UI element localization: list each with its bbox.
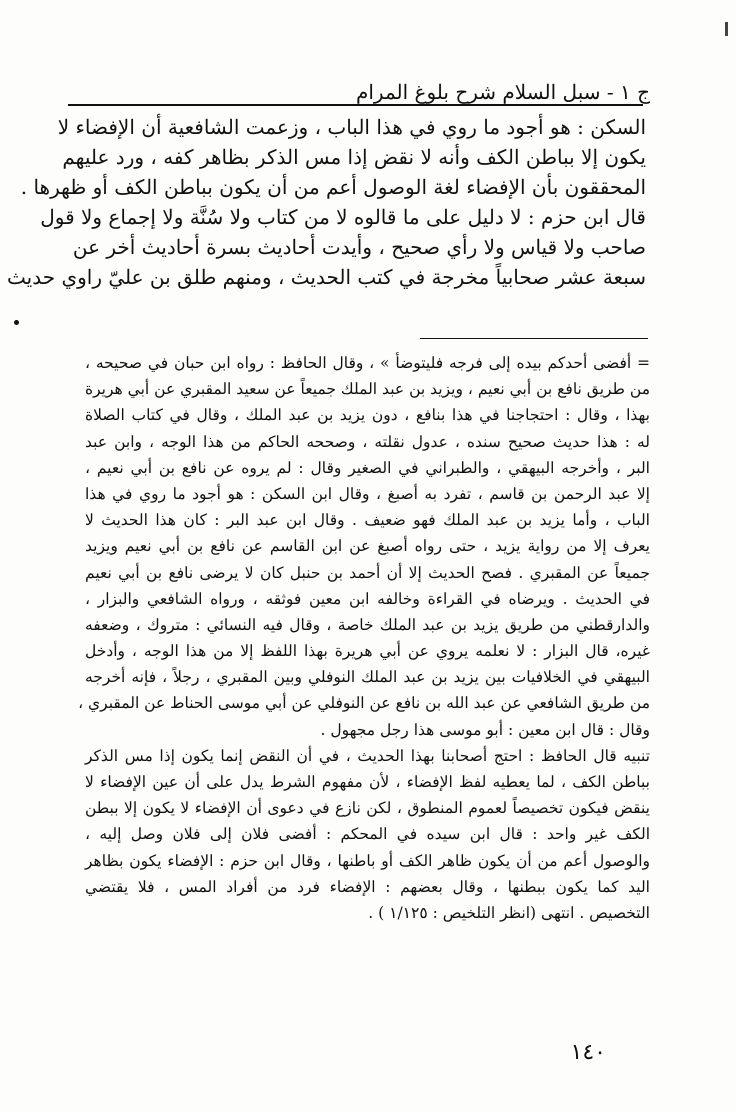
main-text-block bbox=[7, 112, 646, 292]
footnote-line: من طريق الشافعي عن عبد الله بن نافع عن النوفلي عن أبي موسى الحناط عن المقبري ، bbox=[78, 694, 650, 713]
main-text-line: يكون إلا بباطن الكف وأنه لا نقض إذا مس الذكر بظاهر كفه ، ورد عليهم bbox=[62, 145, 646, 169]
scan-edge-mark bbox=[725, 22, 728, 36]
margin-dot bbox=[14, 320, 19, 325]
footnote-line: في الحديث . ويرضاه في القراءة وخالفه ابن معين فوثقه ، ورواه الشافعي والبزار ، bbox=[85, 589, 650, 608]
page-number: ١٤٠ bbox=[570, 1040, 606, 1065]
footnote-line: اليد كما يكون ببطنها ، وقال بعضهم : الإفضاء فرد من أفراد المس ، فلا يقتضي bbox=[85, 877, 650, 896]
footnote-line: الباب ، وأما يزيد بن عبد الملك فهو ضعيف . وقال ابن عبد البر : كان هذا الحديث لا bbox=[85, 511, 650, 530]
footnote-line: بباطن الكف ، لما يعطيه لفظ الإفضاء ، لأن مفهوم الشرط يدل على أن عين الإفضاء لا bbox=[85, 773, 650, 791]
footnote-line: له : هذا حديث صحيح سنده ، عدول نقلته ، وصححه الحاكم من هذا الوجه ، وابن عبد bbox=[85, 432, 650, 451]
footnote-line: البر ، وأخرجه البيهقي ، والطبراني في الصغير وقال : لم يروه عن نافع بن أبي نعيم ، bbox=[85, 458, 650, 477]
main-text-line: قال ابن حزم : لا دليل على ما قالوه لا من كتاب ولا سُنَّة ولا إجماع ولا قول bbox=[40, 205, 646, 229]
running-head: ج ١ - سبل السلام شرح بلوغ المرام bbox=[355, 80, 650, 104]
footnote-line: بهذا ، وقال : احتجاجنا في هذا بنافع ، دون يزيد بن عبد الملك ، وقال في كتاب الصلاة bbox=[85, 406, 650, 425]
footnote-line: تنبيه قال الحافظ : احتج أصحابنا بهذا الحديث ، في أن النقض إنما يكون إذا مس الذكر bbox=[85, 746, 650, 765]
main-text-line: صاحب ولا قياس ولا رأي صحيح ، وأيدت أحاديث بسرة أحاديث أخر عن bbox=[72, 235, 646, 259]
footnote-line: وقال : قال ابن معين : أبو موسى هذا رجل مجهول . bbox=[320, 720, 650, 739]
main-text-line: سبعة عشر صحابياً مخرجة في كتب الحديث ، ومنهم طلق بن عليّ راوي حديث bbox=[7, 265, 646, 289]
footnote-line: = أفضى أحدكم بيده إلى فرجه فليتوضأ » ، وقال الحافظ : رواه ابن حبان في صحيحه ، bbox=[85, 354, 650, 372]
footnote-line: التخصيص . انتهى (انظر التلخيص : ١/١٢٥ ) . bbox=[368, 903, 650, 922]
main-text-line: السكن : هو أجود ما روي في هذا الباب ، وزعمت الشافعية أن الإفضاء لا bbox=[57, 115, 646, 139]
footnote-line: جميعاً عن المقبري . فصح الحديث إلا أن أحمد بن حنبل كان لا يرضى نافع بن أبي نعيم bbox=[85, 563, 650, 582]
footnote-line: الكف غير واحد : قال ابن سيده في المحكم : أفضى فلان إلى فلان وصل إليه ، bbox=[85, 825, 650, 844]
footnote-line: ينقض فيكون تخصيصاً لعموم المنطوق ، لكن نازع في دعوى أن الإفضاء لا يكون إلا ببطن bbox=[85, 799, 650, 818]
footnote-line: والوصول أعم من أن يكون ظاهر الكف أو باطنها ، وقال ابن حزم : الإفضاء يكون بظاهر bbox=[85, 851, 650, 870]
main-text-line: المحققون بأن الإفضاء لغة الوصول أعم من أن يكون بباطن الكف أو ظهرها . bbox=[20, 175, 646, 199]
header-rule bbox=[68, 104, 643, 106]
footnote-separator bbox=[420, 338, 648, 339]
footnote-line: يعرف إلا من رواية يزيد ، حتى رواه أصبغ عن ابن القاسم عن نافع بن أبي نعيم ويزيد bbox=[85, 537, 650, 556]
footnote-line: إلا عبد الرحمن بن قاسم ، تفرد به أصبغ ، وقال ابن السكن : هو أجود ما روي في هذا bbox=[85, 484, 650, 503]
footnote-line: من طريق نافع بن أبي نعيم ، ويزيد بن عبد الملك جميعاً عن سعيد المقبري عن أبي هريرة bbox=[85, 380, 650, 399]
footnote-line: غيره، قال البزار : لا نعلمه يروي عن أبي هريرة بهذا اللفظ إلا من هذا الوجه ، وأدخل bbox=[85, 642, 650, 661]
footnote-line: البيهقي في الخلافيات بين يزيد بن عبد الملك النوفلي وبين المقبري ، رجلاً ، فإنه أخرجه bbox=[85, 668, 650, 687]
footnote-line: والدارقطني من طريق يزيد بن عبد الملك خاصة ، وقال فيه النسائي : متروك ، وضعفه bbox=[85, 615, 650, 634]
footnotes-block bbox=[78, 350, 650, 926]
